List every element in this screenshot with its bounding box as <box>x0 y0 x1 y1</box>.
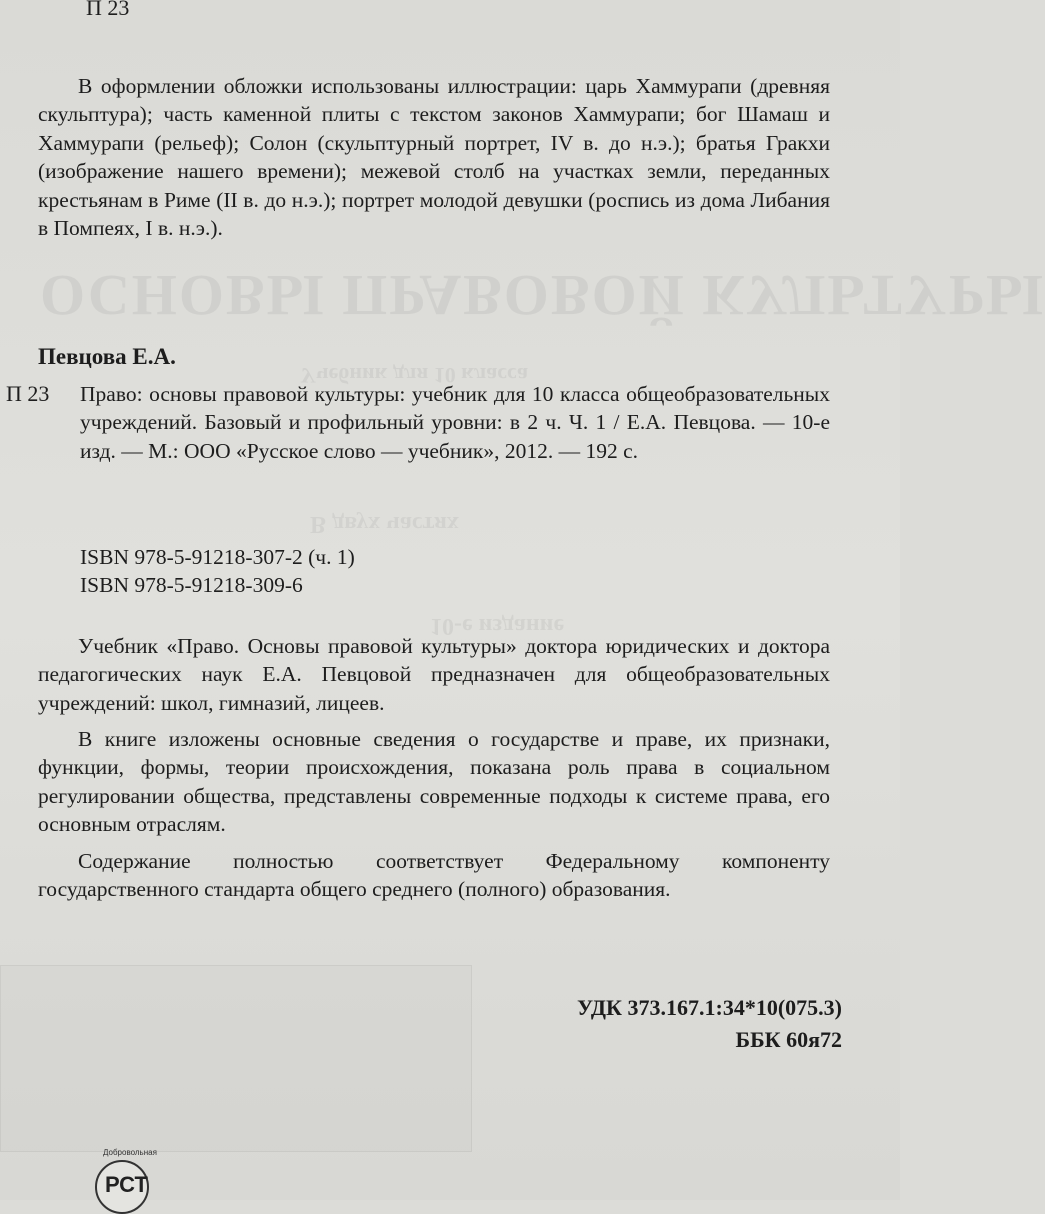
annotation-paragraph-3: Содержание полностью соответствует Федеральному компоненту государственного стандарта общего среднего (полного) образования. <box>38 849 830 902</box>
author: Певцова Е.А. <box>38 344 176 369</box>
top-index: П 23 <box>86 0 130 20</box>
logo-label: Добровольная <box>103 1148 157 1157</box>
show-through-edition: 10-е издание <box>430 613 565 639</box>
bibliographic-entry: Право: основы правовой культуры: учебник для 10 класса общеобразовательных учреждений. Базовый и профильный уровни: в 2 ч. Ч. 1 / Е.А. Певцова. — 10-е изд. — М.: ООО «Русское слово — учебник», 2012. — 192 с. <box>80 382 830 463</box>
udk-code: УДК 373.167.1:34*10(075.3) <box>577 995 842 1020</box>
catalog-code: П 23 <box>6 381 50 406</box>
show-through-parts: В двух частях <box>310 511 459 537</box>
annotation-paragraph-1: Учебник «Право. Основы правовой культуры» доктора юридических и доктора педагогических наук Е.А. Певцовой предназначен для общеобразовательных учреждений: школ, гимназий, лицеев. <box>38 634 830 715</box>
bbk-code: ББК 60я72 <box>735 1027 842 1052</box>
annotation-paragraph-2: В книге изложены основные сведения о государстве и праве, их признаки, функции, формы, теории происхождения, показана роль права в социальном регулировании общества, представлены современные подходы к системе права, его основным отраслям. <box>38 727 830 837</box>
isbn-set: ISBN 978-5-91218-309-6 <box>80 573 303 597</box>
show-through-subtitle: Учебник для 10 класса <box>300 363 529 388</box>
show-through-title: ОСНОВЫ ПРАВОВОЙ КУЛЬТУРЫ <box>40 263 1045 328</box>
isbn-part-1: ISBN 978-5-91218-307-2 (ч. 1) <box>80 545 355 569</box>
logo-text: РСТ <box>105 1172 148 1197</box>
cover-note: В оформлении обложки использованы иллюстрации: царь Хаммурапи (древняя скульптура); часть каменной плиты с текстом законов Хаммурапи; бог Шамаш и Хаммурапи (рельеф); Солон (скульптурный портрет, IV в. до н.э.); братья Гракхи (изображение нашего времени); межевой столб на участках земли, переданных крестьянам в Риме (II в. до н.э.); портрет молодой девушки (роспись из дома Либания в Помпеях, I в. н.э.). <box>38 74 830 241</box>
certification-logo <box>95 1148 157 1214</box>
show-through-frame <box>0 965 472 1152</box>
